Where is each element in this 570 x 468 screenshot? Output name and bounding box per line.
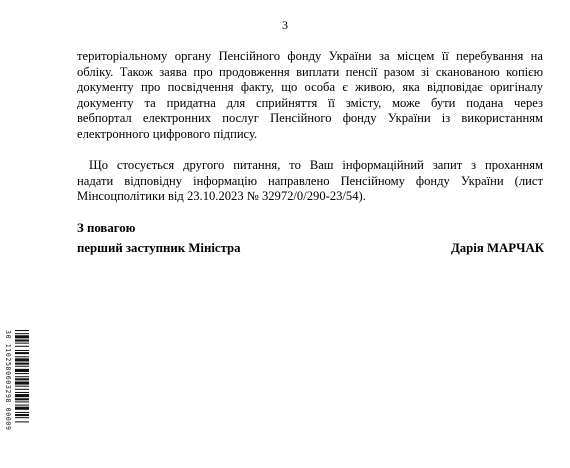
barcode-bars [15,330,29,460]
text-line: Мінсоцполітики від 23.10.2023 № 32972/0/290-23/54). [77,189,366,203]
text-line: обліку. Також заява про продовження виплати пенсії разом зі сканованою копією [77,64,543,79]
signatory-name: Дарія МАРЧАК [450,241,544,255]
text-line: Що стосується другого питання, то Ваш інформаційний запит з проханням [89,158,543,172]
text-line: вебпортал електронних послуг Пенсійного фонду України із використанням [77,111,543,125]
text-line: документу та придатна для сприйняття її змісту, може бути подана через [77,95,543,110]
closing-regards: З повагою [77,221,136,235]
page-number: 3 [282,18,288,32]
text-line: надати відповідну інформацію направлено Пенсійному фонду України (лист [77,173,543,188]
signatory-position: перший заступник Міністра [77,241,241,255]
body-paragraph-1 [77,49,543,142]
body-paragraph-2 [77,158,543,205]
barcode-digits: 30 1102580603298 00009 [4,330,12,431]
document-barcode [3,330,31,460]
text-line: електронного цифрового підпису. [77,126,258,141]
text-line: територіальному органу Пенсійного фонду України за місцем її перебування на [77,49,543,63]
text-line: документу про посвідчення факту, що особа є живою, яка відповідає оригіналу [77,80,543,94]
